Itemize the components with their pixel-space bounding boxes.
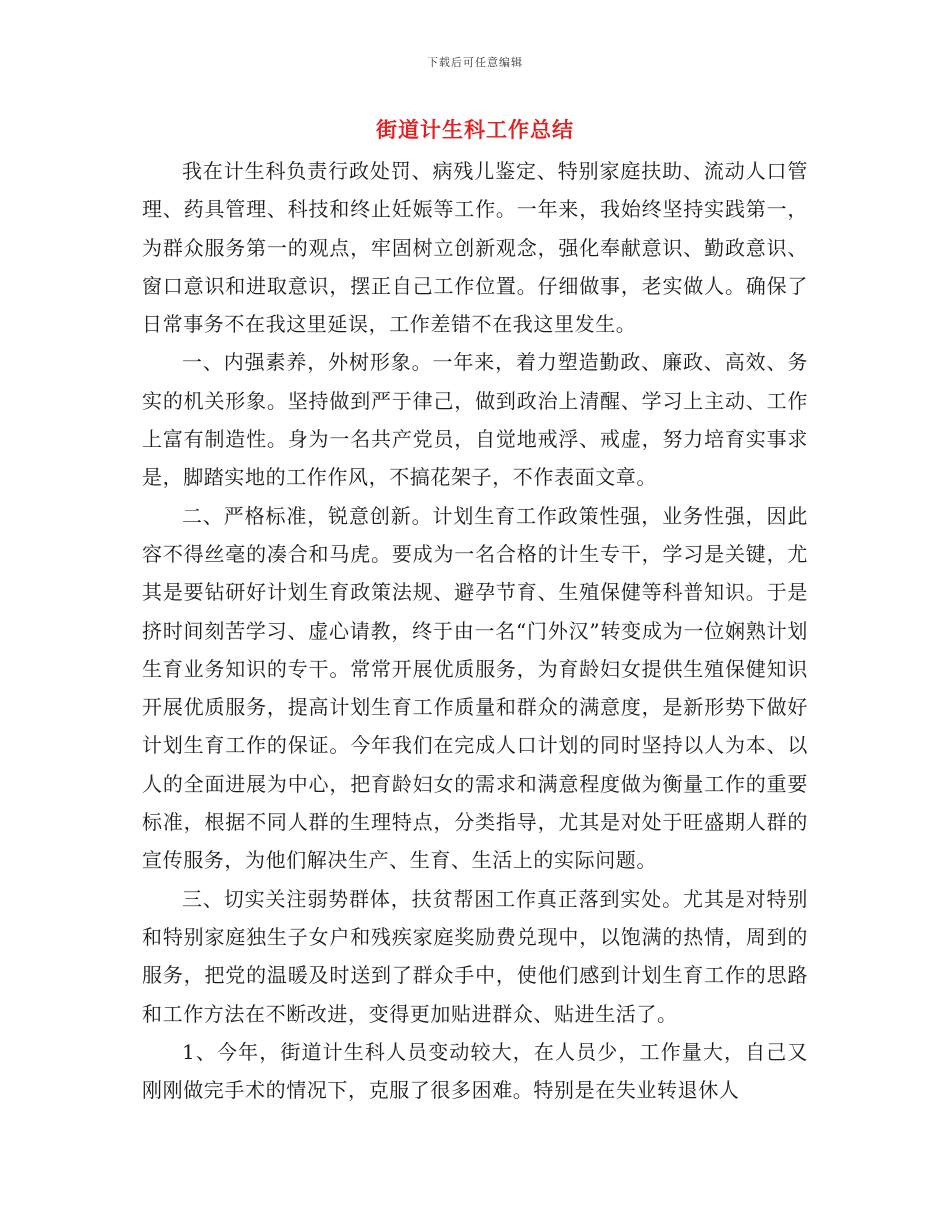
paragraph-intro: 我在计生科负责行政处罚、病残儿鉴定、特别家庭扶助、流动人口管理、药具管理、科技和终止妊娠等工作。一年来，我始终坚持实践第一，为群众服务第一的观点，牢固树立创新观念，强化奉献意识、勤政意识、窗口意识和进取意识，摆正自己工作位置。仔细做事，老实做人。确保了日常事务不在我这里延误，工作差错不在我这里发生。 xyxy=(142,159,808,337)
paragraph-item-1: 1、今年，街道计生科人员变动较大，在人员少，工作量大，自己又刚刚做完手术的情况下，克服了很多困难。特别是在失业转退休人 xyxy=(142,1039,808,1103)
header-note: 下载后可任意编辑 xyxy=(427,56,523,69)
paragraph-section-3: 三、切实关注弱势群体，扶贫帮困工作真正落到实处。尤其是对特别和特别家庭独生子女户和残疾家庭奖励费兑现中，以饱满的热情，周到的服务，把党的温暖及时送到了群众手中，使他们感到计划生育工作的思路和工作方法在不断改进，变得更加贴进群众、贴进生活了。 xyxy=(142,886,808,1026)
paragraph-section-2: 二、严格标准，锐意创新。计划生育工作政策性强，业务性强，因此容不得丝毫的凑合和马虎。要成为一名合格的计生专干，学习是关键，尤其是要钻研好计划生育政策法规、避孕节育、生殖保健等科普知识。于是挤时间刻苦学习、虚心请教，终于由一名“门外汉”转变成为一位娴熟计划生育业务知识的专干。常常开展优质服务，为育龄妇女提供生殖保健知识开展优质服务，提高计划生育工作质量和群众的满意度，是新形势下做好计划生育工作的保证。今年我们在完成人口计划的同时坚持以人为本、以人的全面进展为中心，把育龄妇女的需求和满意程度做为衡量工作的重要标准，根据不同人群的生理特点，分类指导，尤其是对处于旺盛期人群的宣传服务，为他们解决生产、生育、生活上的实际问题。 xyxy=(142,503,808,873)
paragraph-section-1: 一、内强素养，外树形象。一年来，着力塑造勤政、廉政、高效、务实的机关形象。坚持做到严于律己，做到政治上清醒、学习上主动、工作上富有制造性。身为一名共产党员，自觉地戒浮、戒虚，努力培育实事求是，脚踏实地的工作作风，不搞花架子，不作表面文章。 xyxy=(142,350,808,490)
document-title: 街道计生科工作总结 xyxy=(376,117,574,142)
document-body xyxy=(142,152,808,1109)
